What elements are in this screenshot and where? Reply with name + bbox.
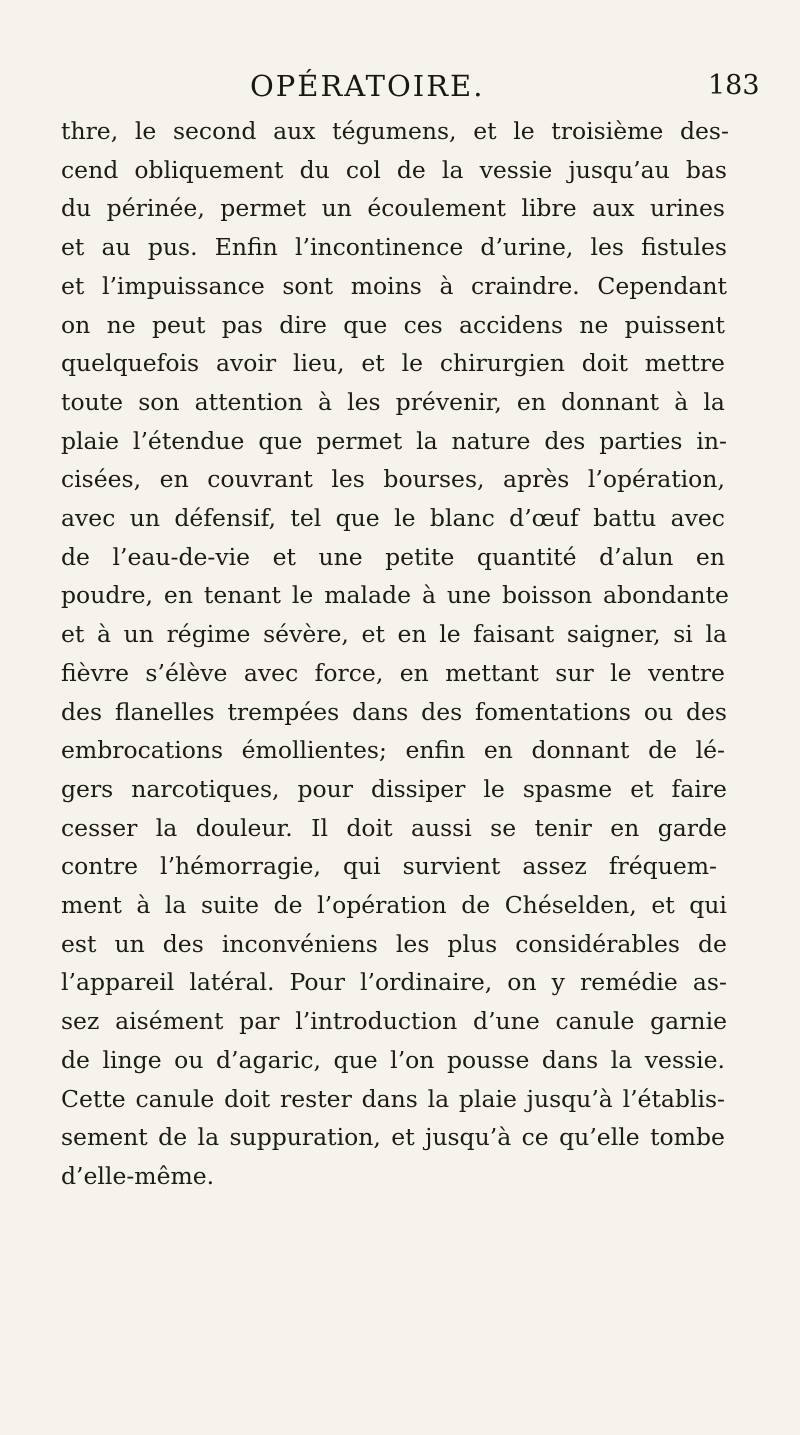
text-line: cesser la douleur. Il doit aussi se tenir en garde — [61, 813, 727, 842]
text-line: sement de la suppuration, et jusqu’à ce qu’elle tombe — [61, 1123, 725, 1152]
text-line: toute son attention à les prévenir, en donnant à la — [61, 387, 725, 416]
text-line: contre l’hémorragie, qui survient assez fréquem- — [61, 852, 717, 881]
text-line: plaie l’étendue que permet la nature des parties in- — [61, 426, 727, 455]
text-line: et à un régime sévère, et en le faisant saigner, si la — [61, 620, 727, 649]
text-line: ment à la suite de l’opération de Chéselden, et qui — [61, 891, 727, 919]
text-line: cend obliquement du col de la vessie jusqu’au bas — [61, 155, 727, 184]
text-line: de l’eau-de-vie et une petite quantité d’alun en — [61, 542, 725, 571]
text-line: Cette canule doit rester dans la plaie jusqu’à l’établis- — [61, 1084, 725, 1113]
text-line: des flanelles trempées dans des fomentations ou des — [61, 697, 727, 726]
text-line: l’appareil latéral. Pour l’ordinaire, on y remédie as- — [61, 968, 727, 997]
text-line: sez aisément par l’introduction d’une canule garnie — [61, 1007, 727, 1036]
text-line: gers narcotiques, pour dissiper le spasme et faire — [61, 774, 727, 803]
text-line: et l’impuissance sont moins à craindre. Cependant — [61, 271, 727, 300]
text-line: est un des inconvéniens les plus considérables de — [61, 929, 727, 958]
text-line: fièvre s’élève avec force, en mettant sur le ventre — [61, 658, 725, 687]
text-line: de linge ou d’agaric, que l’on pousse dans la vessie. — [61, 1045, 725, 1074]
page-number: 183 — [708, 70, 760, 101]
text-line: et au pus. Enfin l’incontinence d’urine, les fistules — [61, 233, 727, 262]
running-title: OPÉRATOIRE. — [250, 69, 485, 103]
text-line: thre, le second aux tégumens, et le troisième des- — [61, 117, 729, 145]
text-line: cisées, en couvrant les bourses, après l’opération, — [61, 465, 725, 494]
text-line: avec un défensif, tel que le blanc d’œuf battu avec — [61, 504, 725, 532]
text-line: poudre, en tenant le malade à une boisson abondante — [61, 581, 729, 610]
running-head — [0, 66, 800, 106]
text-line: du périnée, permet un écoulement libre aux urines — [61, 194, 725, 223]
text-line: d’elle-même. — [61, 1161, 215, 1190]
text-line: on ne peut pas dire que ces accidens ne puissent — [61, 310, 725, 339]
text-line: embrocations émollientes; enfin en donnant de lé- — [61, 736, 725, 765]
text-line: quelquefois avoir lieu, et le chirurgien doit mettre — [61, 349, 725, 378]
